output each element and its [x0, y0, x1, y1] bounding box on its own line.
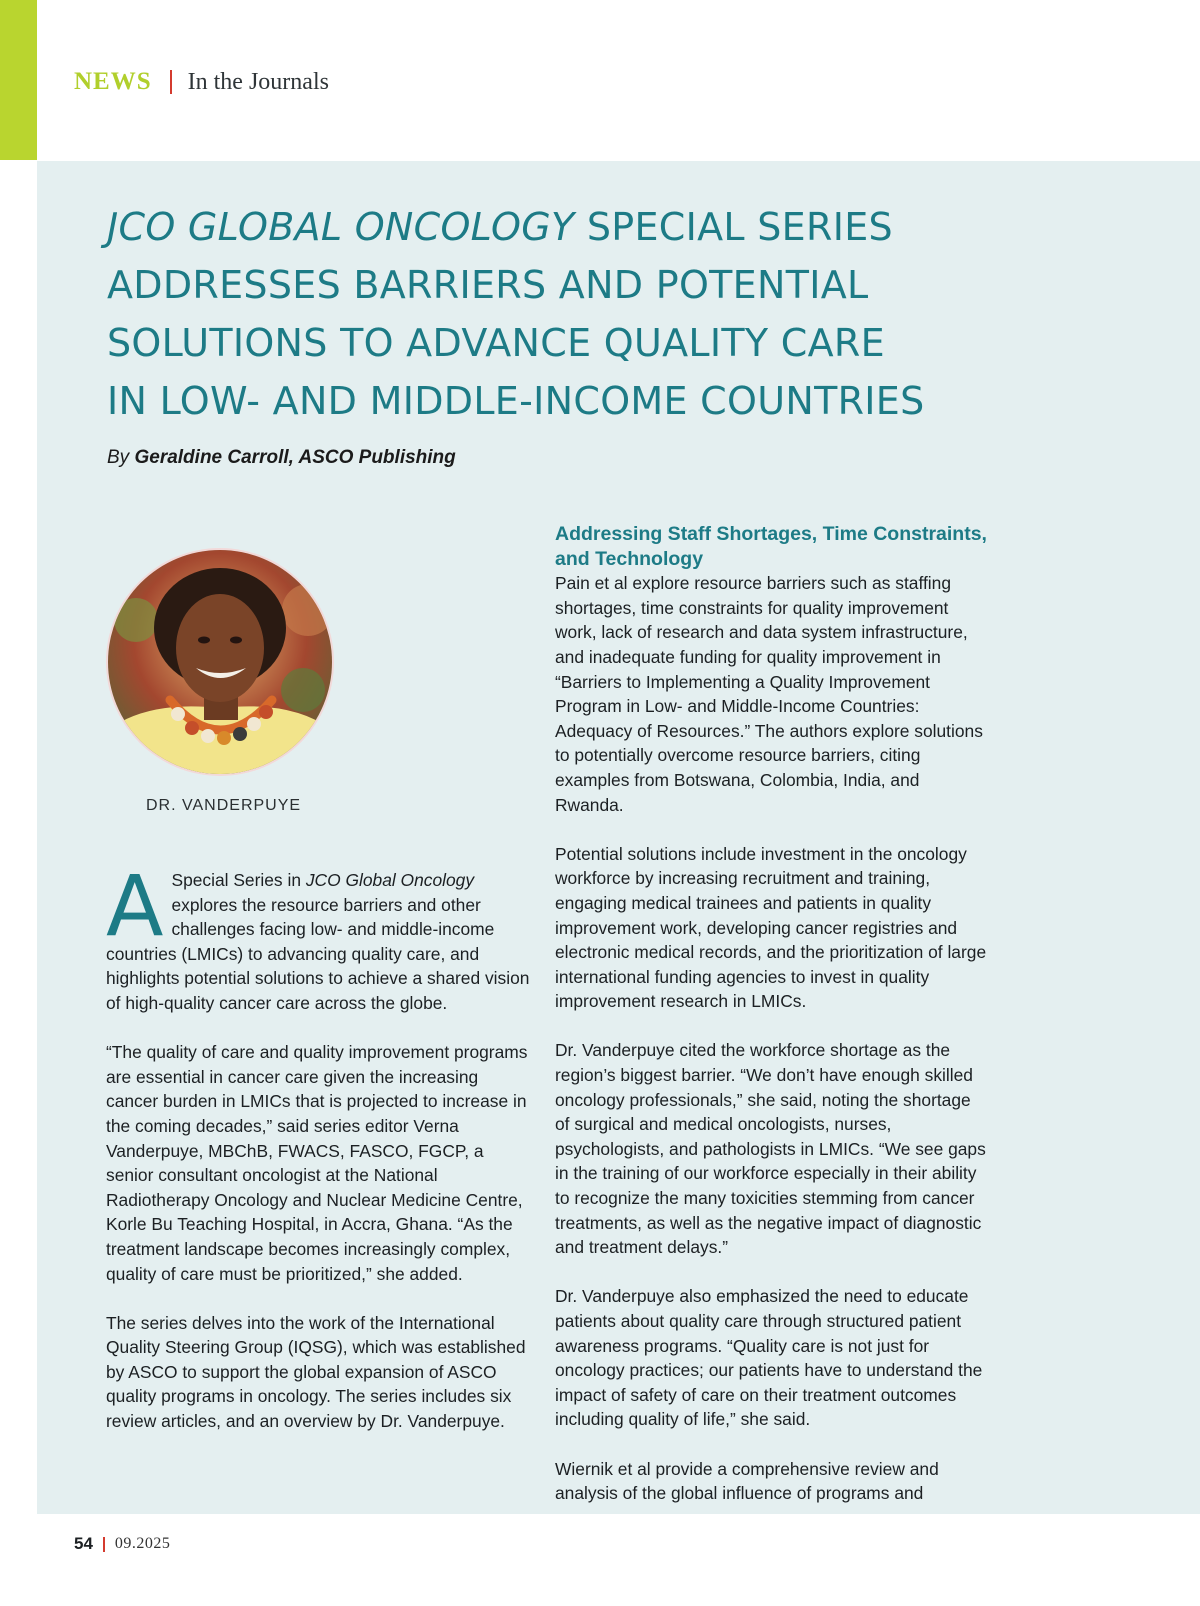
portrait-illustration [108, 550, 332, 774]
byline-author: Geraldine Carroll, ASCO Publishing [134, 447, 456, 468]
page-number: 54 [74, 1534, 93, 1553]
lead-text-start: Special Series in [171, 870, 306, 890]
byline-prefix: By [107, 447, 130, 468]
paragraph: The series delves into the work of the International Quality Steering Group (IQSG), which was established by ASCO to support the global expansion of ASCO quality programs in oncology. The series includes six review articles, and an overview by Dr. Vanderpuye. [106, 1312, 526, 1432]
footer-separator [103, 1537, 105, 1552]
paragraph: Dr. Vanderpuye cited the workforce shortage as the region’s biggest barrier. “We don’t have enough skilled oncology professionals,” she said, noting the shortage of surgical and medical oncologists, nurses, psychologists, and pathologists in LMICs. “We see gaps in the training of our workforce especially in their ability to recognize the many toxicities stemming from cancer treatments, as well as the negative impact of diagnostic and treatment delays.” [555, 1040, 986, 1258]
paragraph: Wiernik et al provide a comprehensive review and analysis of the global influence of programs and [555, 1458, 939, 1504]
paragraph: Potential solutions include investment in the oncology workforce by increasing recruitment and training, engaging medical trainees and patients in quality improvement work, developing cancer registries and electronic medical records, and the prioritization of large international funding agencies to invest in quality improvement research in LMICs. [555, 843, 987, 1012]
paragraph: Pain et al explore resource barriers such as staffing shortages, time constraints for quality improvement work, lack of research and data system infrastructure, and inadequate funding for quality improvement in “Barriers to Implementing a Quality Improvement Program in Low- and Middle-Income Countries: Adequacy of Resources.” The authors explore solutions to potentially overcome resource barriers, citing examples from Botswana, Colombia, India, and Rwanda. [555, 573, 983, 815]
section-label: NEWS [74, 68, 152, 95]
lead-journal-name: JCO Global Oncology [305, 870, 475, 890]
drop-cap: A [106, 857, 164, 955]
article-headline [107, 198, 1007, 430]
page-footer [74, 1534, 170, 1554]
journal-title: JCO GLOBAL ONCOLOGY [107, 205, 575, 249]
section-color-bar [0, 0, 37, 160]
section-header [74, 66, 329, 98]
subheading: Addressing Staff Shortages, Time Constraints, and Technology [555, 523, 987, 570]
section-name: In the Journals [187, 68, 329, 95]
photo-caption: DR. VANDERPUYE [146, 797, 302, 814]
headline-line2: ADDRESSES BARRIERS AND POTENTIAL [107, 263, 869, 307]
headline-line3: SOLUTIONS TO ADVANCE QUALITY CARE [107, 321, 885, 365]
lead-text-rest: explores the resource barriers and other challenges facing low- and middle-income countries (LMICs) to advancing quality care, and highlights potential solutions to achieve a shared vision of high-quality cancer care across the globe. [106, 894, 530, 1013]
portrait-photo [108, 550, 332, 774]
headline-line4: IN LOW- AND MIDDLE-INCOME COUNTRIES [107, 379, 925, 423]
issue-date: 09.2025 [114, 1535, 171, 1552]
paragraph: “The quality of care and quality improvement programs are essential in cancer care given the increasing cancer burden in LMICs that is projected to increase in the coming decades,” said series editor Verna Vanderpuye, MBChB, FWACS, FASCO, FGCP, a senior consultant oncologist at the National Radiotherapy Oncology and Nuclear Medicine Centre, Korle Bu Teaching Hospital, in Accra, Ghana. “As the treatment landscape becomes increasingly complex, quality of care must be prioritized,” she added. [106, 1042, 528, 1284]
left-column [106, 857, 532, 1458]
lead-paragraph [106, 857, 532, 1016]
right-column [555, 522, 987, 1530]
header-separator [170, 70, 172, 94]
paragraph: Dr. Vanderpuye also emphasized the need to educate patients about quality care through structured patient awareness programs. “Quality care is not just for oncology practices; our patients have to understand the impact of safety of care on their treatment outcomes including quality of life,” she said. [555, 1286, 983, 1430]
byline [107, 447, 456, 469]
headline-line1-rest: SPECIAL SERIES [574, 205, 893, 249]
